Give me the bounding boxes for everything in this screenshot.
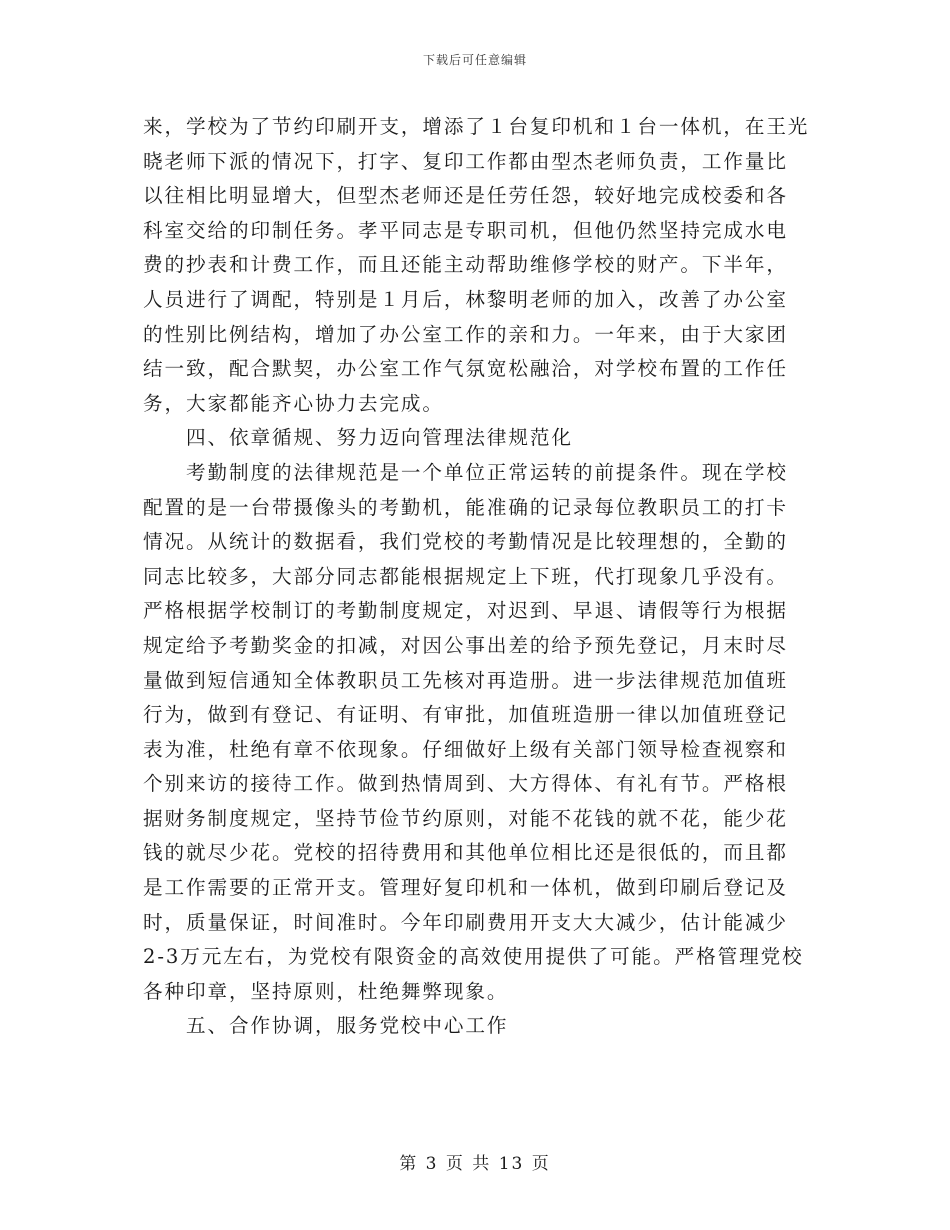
- body-line: 各种印章，坚持原则，杜绝舞弊现象。: [143, 979, 509, 1003]
- body-line: 时，质量保证，时间准时。今年印刷费用开支大大减少，估计能减少: [143, 910, 788, 934]
- body-line: 晓老师下派的情况下，打字、复印工作都由型杰老师负责，工作量比: [143, 149, 788, 173]
- body-line: 同志比较多，大部分同志都能根据规定上下班，代打现象几乎没有。: [143, 564, 788, 588]
- section-heading: 四、依章循规、努力迈向管理法律规范化: [186, 426, 573, 450]
- body-line: 钱的就尽少花。党校的招待费用和其他单位相比还是很低的，而且都: [143, 841, 788, 865]
- body-line: 结一致，配合默契，办公室工作气氛宽松融洽，对学校布置的工作任: [143, 357, 788, 381]
- body-line: 情况。从统计的数据看，我们党校的考勤情况是比较理想的，全勤的: [143, 530, 788, 554]
- section-heading: 五、合作协调，服务党校中心工作: [186, 1014, 509, 1038]
- body-line: 来，学校为了节约印刷开支，增添了１台复印机和１台一体机，在王光: [143, 115, 810, 138]
- body-line: 务，大家都能齐心协力去完成。: [143, 391, 444, 415]
- page-header: 下载后可任意编辑: [422, 53, 527, 67]
- body-line: 是工作需要的正常开支。管理好复印机和一体机，做到印刷后登记及: [143, 876, 788, 900]
- body-line: 个别来访的接待工作。做到热情周到、大方得体、有礼有节。严格根: [143, 772, 788, 796]
- body-line: 科室交给的印制任务。孝平同志是专职司机，但他仍然坚持完成水电: [143, 218, 788, 242]
- body-line: 据财务制度规定，坚持节俭节约原则，对能不花钱的就不花，能少花: [143, 806, 788, 830]
- body-line: 以往相比明显增大，但型杰老师还是任劳任怨，较好地完成校委和各: [143, 184, 788, 208]
- body-line: 规定给予考勤奖金的扣减，对因公事出差的给予预先登记，月末时尽: [143, 633, 788, 657]
- body-line: 严格根据学校制订的考勤制度规定，对迟到、早退、请假等行为根据: [143, 599, 788, 623]
- body-line: 的性别比例结构，增加了办公室工作的亲和力。一年来，由于大家团: [143, 322, 788, 346]
- body-line: 费的抄表和计费工作，而且还能主动帮助维修学校的财产。下半年，: [143, 253, 788, 277]
- page-footer: [0, 1153, 950, 1175]
- body-line: 2-3万元左右，为党校有限资金的高效使用提供了可能。严格管理党校: [143, 945, 804, 969]
- body-line: 表为准，杜绝有章不依现象。仔细做好上级有关部门领导检查视察和: [143, 737, 788, 761]
- body-line: 配置的是一台带摄像头的考勤机，能准确的记录每位教职员工的打卡: [143, 495, 788, 519]
- body-line: 人员进行了调配，特别是１月后，林黎明老师的加入，改善了办公室: [143, 287, 788, 311]
- body-line: 量做到短信通知全体教职员工先核对再造册。进一步法律规范加值班: [143, 668, 788, 692]
- paragraph-first-line: 考勤制度的法律规范是一个单位正常运转的前提条件。现在学校: [186, 460, 788, 484]
- page-number-label: 第 3 页 共 13 页: [399, 1154, 551, 1174]
- document-body: [143, 110, 811, 1044]
- body-line: 行为，做到有登记、有证明、有审批，加值班造册一律以加值班登记: [143, 703, 788, 727]
